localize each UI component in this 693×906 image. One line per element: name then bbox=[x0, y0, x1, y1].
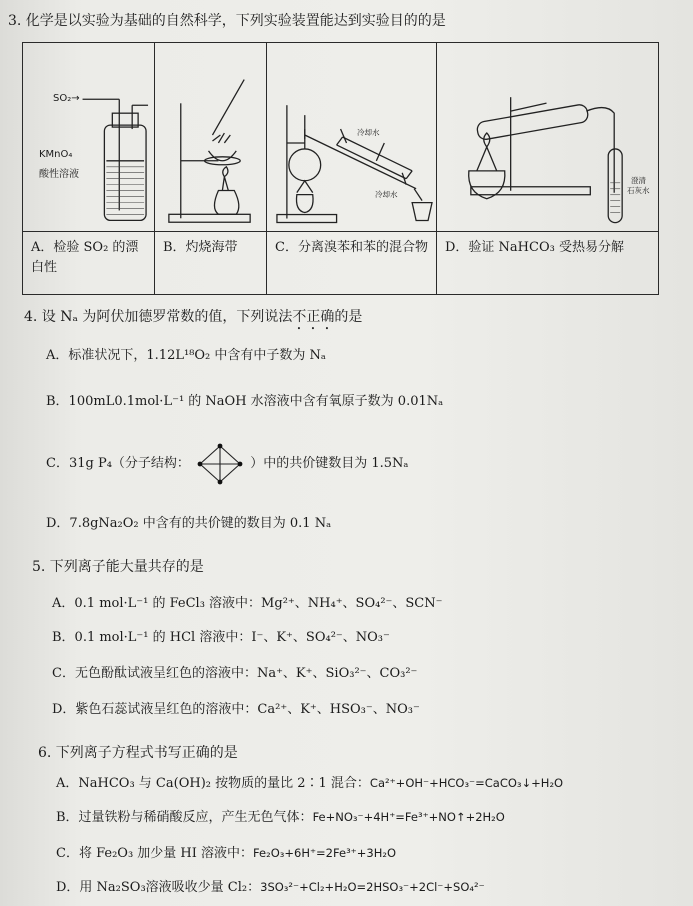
q6-option-b-text: B．过量铁粉与稀硝酸反应，产生无色气体： bbox=[56, 810, 313, 825]
limewater-label-1: 澄清 bbox=[631, 176, 646, 185]
q4-option-c bbox=[46, 452, 408, 471]
q4-stem bbox=[24, 306, 362, 333]
kmno4-label: KMnO₄ bbox=[39, 149, 73, 160]
q4-option-c-text: C．31g P₄（分子结构： bbox=[46, 456, 190, 471]
q4-option-a: A．标准状况下，1.12L¹⁸O₂ 中含有中子数为 Nₐ bbox=[46, 348, 326, 363]
q6-option-d-equation: 3SO₃²⁻+Cl₂+H₂O=2HSO₃⁻+2Cl⁻+SO₄²⁻ bbox=[260, 880, 485, 894]
so2-label: SO₂→ bbox=[53, 93, 80, 104]
caption-a: A．检验 SO₂ 的漂白性 bbox=[23, 232, 155, 295]
q6-option-d bbox=[56, 876, 485, 895]
q6-option-b bbox=[56, 806, 505, 825]
q6-stem: 6. 下列离子方程式书写正确的是 bbox=[38, 745, 238, 761]
distillation-drawing bbox=[267, 43, 436, 231]
q5-option-a: A．0.1 mol·L⁻¹ 的 FeCl₃ 溶液中：Mg²⁺、NH₄⁺、SO₄²⁻、SCN⁻ bbox=[52, 596, 443, 611]
q6-option-a-text: A．NaHCO₃ 与 Ca(OH)₂ 按物质的量比 2∶1 混合： bbox=[56, 776, 370, 791]
apparatus-d-cell bbox=[437, 43, 659, 232]
q5-stem: 5. 下列离子能大量共存的是 bbox=[32, 559, 204, 575]
q4-stem-emphasis: 不正确 bbox=[292, 309, 335, 325]
q5-option-b: B．0.1 mol·L⁻¹ 的 HCl 溶液中：I⁻、K⁺、SO₄²⁻、NO₃⁻ bbox=[52, 630, 390, 645]
q4-option-c-end: ）中的共价键数目为 1.5Nₐ bbox=[250, 456, 409, 471]
q3-stem: 3. 化学是以实验为基础的自然科学，下列实验装置能达到实验目的的是 bbox=[8, 13, 446, 29]
q6-option-c-equation: Fe₂O₃+6H⁺=2Fe³⁺+3H₂O bbox=[253, 846, 397, 860]
caption-d: D．验证 NaHCO₃ 受热易分解 bbox=[437, 232, 659, 295]
apparatus-b-cell bbox=[155, 43, 267, 232]
q5-option-d: D．紫色石蕊试液呈红色的溶液中：Ca²⁺、K⁺、HSO₃⁻、NO₃⁻ bbox=[52, 702, 420, 717]
q4-option-d: D．7.8gNa₂O₂ 中含有的共价键的数目为 0.1 Nₐ bbox=[46, 516, 332, 531]
q5-option-c: C．无色酚酞试液呈红色的溶液中：Na⁺、K⁺、SiO₃²⁻、CO₃²⁻ bbox=[52, 666, 418, 681]
kmno4-solution-label: 酸性溶液 bbox=[39, 169, 79, 180]
p4-structure-icon bbox=[194, 442, 246, 486]
q6-option-b-equation: Fe+NO₃⁻+4H⁺=Fe³⁺+NO↑+2H₂O bbox=[312, 810, 505, 824]
q6-option-c-text: C．将 Fe₂O₃ 加少量 HI 溶液中： bbox=[56, 846, 254, 861]
caption-c: C．分离溴苯和苯的混合物 bbox=[267, 232, 437, 295]
cooling-water-out-label: 冷却水 bbox=[375, 190, 398, 199]
q4-stem-end: 的是 bbox=[334, 309, 363, 325]
heating-test-tube-drawing bbox=[437, 43, 658, 231]
q6-option-a-equation: Ca²⁺+OH⁻+HCO₃⁻=CaCO₃↓+H₂O bbox=[369, 776, 564, 790]
apparatus-a-cell bbox=[23, 43, 155, 232]
caption-b: B．灼烧海带 bbox=[155, 232, 267, 295]
cooling-water-in-label: 冷却水 bbox=[357, 128, 380, 137]
crucible-burning-drawing bbox=[155, 43, 266, 231]
q6-option-d-text: D．用 Na₂SO₃溶液吸收少量 Cl₂： bbox=[56, 880, 261, 895]
apparatus-c-cell bbox=[267, 43, 437, 232]
q3-apparatus-table bbox=[22, 42, 659, 295]
q4-stem-text: 4. 设 Nₐ 为阿伏加德罗常数的值，下列说法 bbox=[24, 309, 293, 325]
q6-option-c bbox=[56, 842, 396, 861]
limewater-label-2: 石灰水 bbox=[627, 186, 650, 195]
q4-option-b: B．100mL0.1mol·L⁻¹ 的 NaOH 水溶液中含有氧原子数为 0.01Nₐ bbox=[46, 394, 444, 409]
gas-washing-bottle-drawing bbox=[23, 43, 154, 231]
q6-option-a bbox=[56, 772, 563, 791]
